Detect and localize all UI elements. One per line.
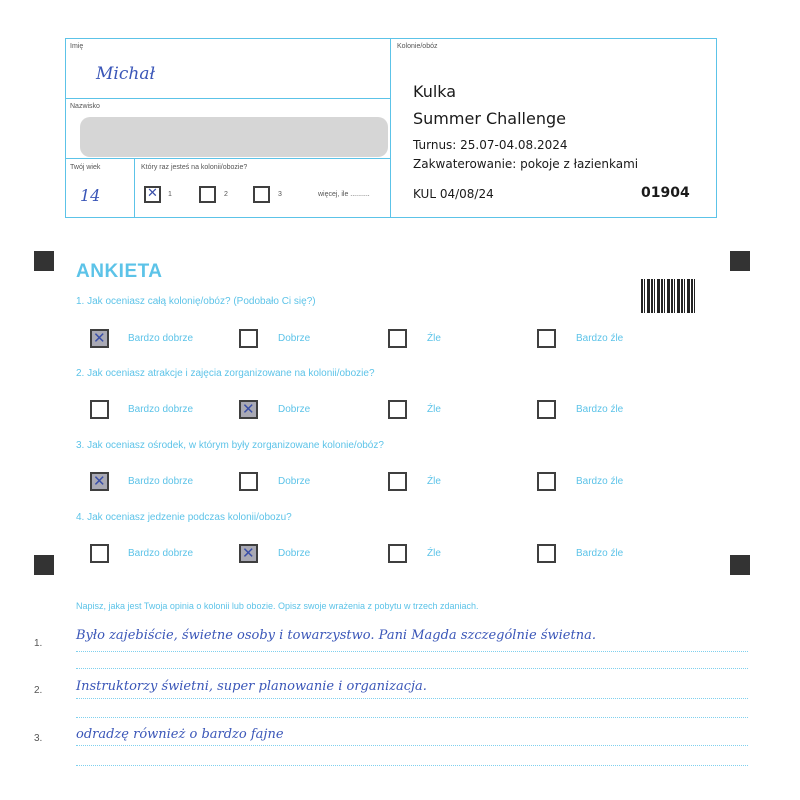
zakwaterowanie: Zakwaterowanie: pokoje z łazienkami: [413, 157, 639, 171]
q4-option-dobrze-checkbox[interactable]: [239, 544, 258, 563]
q1-option-bardzo-zle-label: Bardzo źle: [576, 333, 624, 344]
q4-option-bardzo-zle-checkbox[interactable]: [537, 544, 556, 563]
ktory-raz-option-2: 2: [224, 191, 228, 198]
registration-mark: [730, 555, 750, 575]
registration-mark: [34, 251, 54, 271]
question-1: 1. Jak oceniasz całą kolonię/obóz? (Podobało Ci się?): [76, 296, 316, 307]
q1-option-zle-label: Źle: [427, 333, 441, 344]
opinion-line-1[interactable]: Było zajebiście, świetne osoby i towarzystwo. Pani Magda szczególnie świetna.: [76, 628, 596, 643]
registration-mark: [34, 555, 54, 575]
opinion-prompt: Napisz, jaka jest Twoja opinia o kolonii lub obozie. Opisz swoje wrażenia z pobytu w trzech zdaniach.: [76, 601, 479, 611]
q1-option-zle-checkbox[interactable]: [388, 329, 407, 348]
wiecej-label: więcej, ile ..........: [318, 191, 370, 198]
camp-program: Summer Challenge: [413, 109, 566, 128]
imie-label: Imię: [70, 43, 84, 50]
opinion-line-number: 1.: [34, 638, 43, 649]
q2-option-zle-label: Źle: [427, 404, 441, 415]
q3-option-zle-checkbox[interactable]: [388, 472, 407, 491]
question-3: 3. Jak oceniasz ośrodek, w którym były zorganizowane kolonie/obóz?: [76, 440, 384, 451]
q4-option-zle-checkbox[interactable]: [388, 544, 407, 563]
q1-option-dobrze-label: Dobrze: [278, 333, 311, 344]
q2-option-bardzo-zle-label: Bardzo źle: [576, 404, 624, 415]
q3-option-dobrze-checkbox[interactable]: [239, 472, 258, 491]
header-divider: [390, 38, 391, 218]
q2-option-dobrze-label: Dobrze: [278, 404, 311, 415]
q4-option-bardzo-dobrze-label: Bardzo dobrze: [128, 548, 194, 559]
q1-option-bardzo-zle-checkbox[interactable]: [537, 329, 556, 348]
ktory-raz-label: Który raz jesteś na kolonii/obozie?: [141, 164, 248, 171]
ktory-raz-option-1: 1: [168, 191, 172, 198]
survey-title: ANKIETA: [76, 261, 163, 282]
opinion-line-number: 2.: [34, 685, 43, 696]
q3-option-dobrze-label: Dobrze: [278, 476, 311, 487]
kolonie-label: Kolonie/obóz: [397, 43, 438, 50]
q1-option-dobrze-checkbox[interactable]: [239, 329, 258, 348]
q1-option-bardzo-dobrze-checkbox[interactable]: [90, 329, 109, 348]
form-number: 01904: [641, 185, 690, 201]
camp-code: KUL 04/08/24: [413, 187, 494, 201]
q3-option-bardzo-dobrze-checkbox[interactable]: [90, 472, 109, 491]
ktory-raz-checkbox-3[interactable]: [253, 186, 270, 203]
q2-option-zle-checkbox[interactable]: [388, 400, 407, 419]
q3-option-bardzo-dobrze-label: Bardzo dobrze: [128, 476, 194, 487]
question-2: 2. Jak oceniasz atrakcje i zajęcia zorganizowane na kolonii/obozie?: [76, 368, 375, 379]
opinion-line-number: 3.: [34, 733, 43, 744]
q3-option-bardzo-zle-label: Bardzo źle: [576, 476, 624, 487]
q4-option-bardzo-zle-label: Bardzo źle: [576, 548, 624, 559]
q4-option-bardzo-dobrze-checkbox[interactable]: [90, 544, 109, 563]
wiek-value[interactable]: 14: [80, 186, 101, 205]
q4-option-dobrze-label: Dobrze: [278, 548, 311, 559]
question-4: 4. Jak oceniasz jedzenie podczas kolonii/obozu?: [76, 512, 292, 523]
turnus: Turnus: 25.07-04.08.2024: [413, 138, 568, 152]
ktory-raz-checkbox-2[interactable]: [199, 186, 216, 203]
q2-option-dobrze-checkbox[interactable]: [239, 400, 258, 419]
nazwisko-redacted-value: [80, 117, 388, 157]
q2-option-bardzo-dobrze-checkbox[interactable]: [90, 400, 109, 419]
q3-option-zle-label: Źle: [427, 476, 441, 487]
camp-name: Kulka: [413, 82, 457, 101]
registration-mark: [730, 251, 750, 271]
wiek-label: Twój wiek: [70, 164, 101, 171]
ktory-raz-checkbox-1[interactable]: [144, 186, 161, 203]
q4-option-zle-label: Źle: [427, 548, 441, 559]
q2-option-bardzo-dobrze-label: Bardzo dobrze: [128, 404, 194, 415]
ktory-raz-option-3: 3: [278, 191, 282, 198]
opinion-line-3[interactable]: odradzę również o bardzo fajne: [76, 727, 284, 742]
opinion-line-2[interactable]: Instruktorzy świetni, super planowanie i organizacja.: [76, 679, 427, 694]
q1-option-bardzo-dobrze-label: Bardzo dobrze: [128, 333, 194, 344]
imie-value[interactable]: Michał: [96, 64, 155, 84]
barcode-icon: [641, 279, 695, 313]
q3-option-bardzo-zle-checkbox[interactable]: [537, 472, 556, 491]
nazwisko-label: Nazwisko: [70, 103, 100, 110]
q2-option-bardzo-zle-checkbox[interactable]: [537, 400, 556, 419]
